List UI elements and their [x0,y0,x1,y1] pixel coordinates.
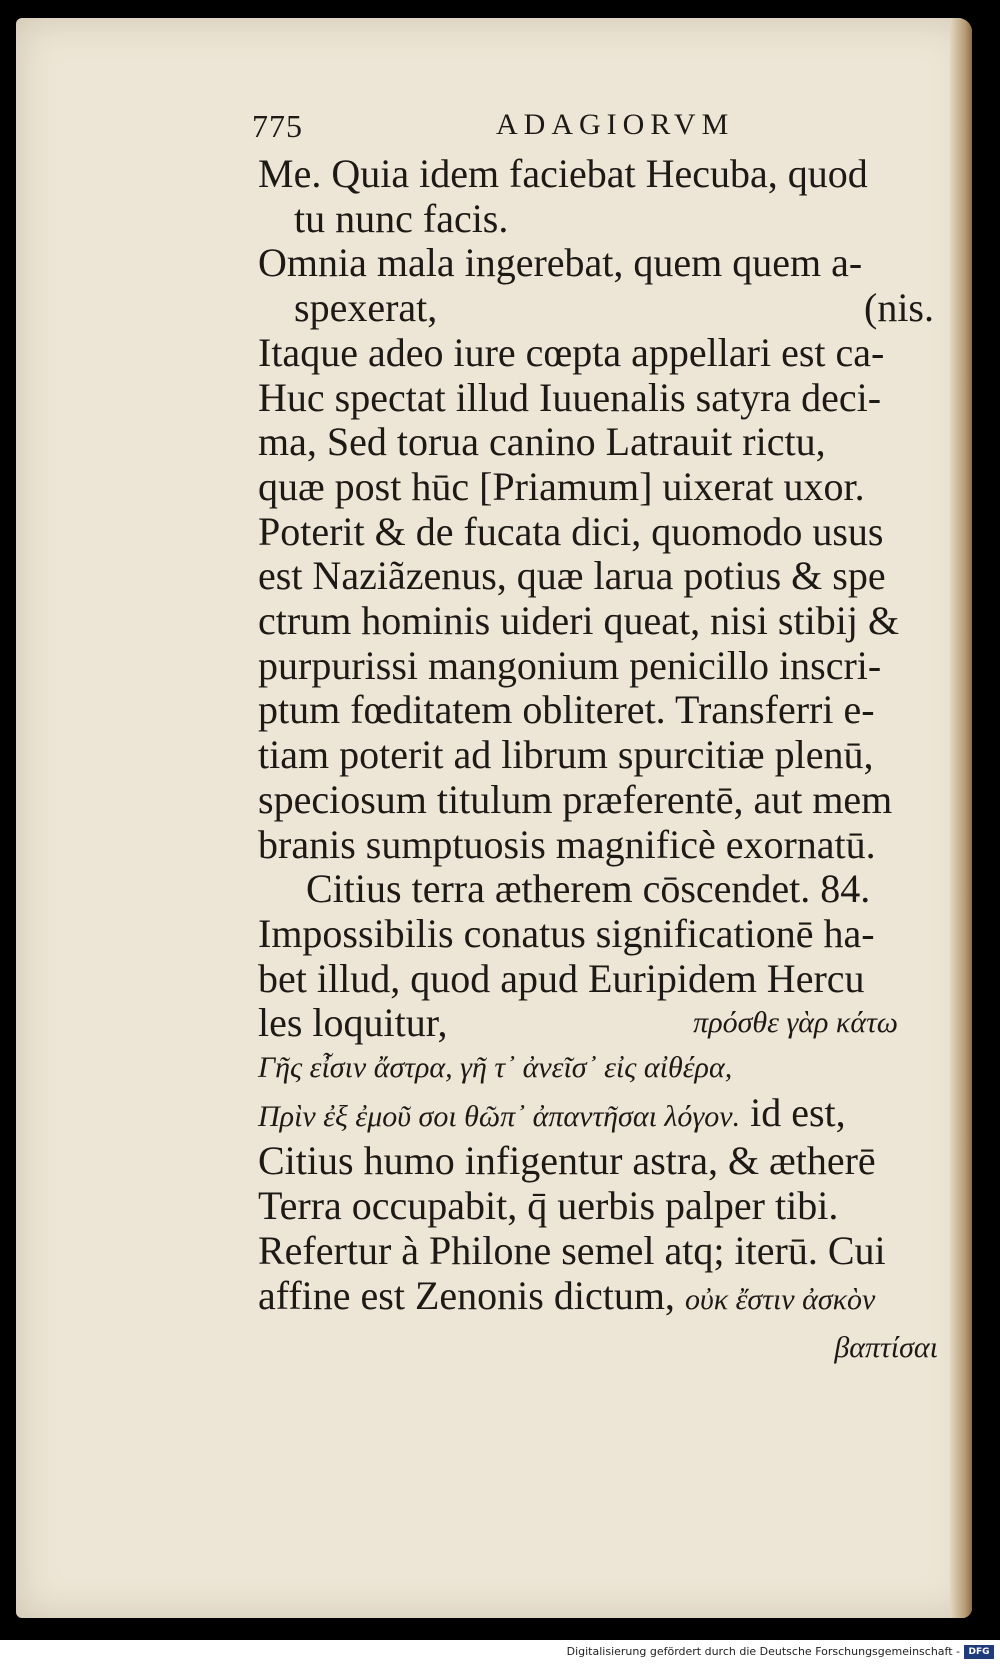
text-line: Citius humo infigentur astra, & ætherē [258,1138,876,1184]
text-line: branis sumptuosis magnificè exornatū. [258,821,876,867]
text-line: Refertur à Philone semel atq; iterū. Cui [258,1227,886,1273]
text-line: ma, Sed torua canino Latrauit rictu, [258,419,826,465]
text-line [258,1274,938,1323]
text-line: ptum fœditatem obliteret. Transferri e- [258,687,875,733]
text-fragment: spexerat, [294,285,438,331]
text-line: speciosum titulum præferentē, aut mem [258,776,893,822]
text-line: quæ post hūc [Priamum] uixerat uxor. [258,463,865,509]
text-fragment: les loquitur, [258,1000,448,1046]
greek-fragment: οὐκ ἔστιν ἀσκὸν [684,1282,876,1316]
text-line: bet illud, quod apud Euripidem Hercu [258,955,865,1001]
text-line: Huc spectat illud Iuuenalis satyra deci- [258,374,882,420]
text-line: est Naziãzenus, quæ larua potius & spe [258,553,886,599]
greek-fragment: βαπτίσαι [834,1331,938,1365]
text-line [258,1001,898,1046]
running-title: ADAGIORVM [496,108,735,141]
text-line: Me. Quia idem faciebat Hecuba, quod [258,151,868,196]
text-line: Impossibilis conatus significationē ha- [258,910,875,956]
text-line: Itaque adeo iure cœpta appellari est ca- [258,329,885,375]
page-number: 775 [252,108,303,144]
text-line [258,286,934,331]
greek-line: Γῆς εἶσιν ἄστρα, γῆ τ᾽ ἀνεῖσ᾽ εἰς αἰθέρα, [258,1051,733,1085]
greek-fragment: πρόσθε γὰρ κάτω [693,1006,898,1040]
digitization-credit: Digitalisierung gefördert durch die Deutsche Forschungsgemeinschaft - [566,1645,960,1658]
text-fragment: affine est Zenonis dictum, [258,1272,675,1318]
text-fragment: (nis. [864,285,934,331]
text-line: Terra occupabit, q̄ uerbis palper tibi. [258,1183,839,1229]
text-line: Poterit & de fucata dici, quomodo usus [258,508,884,554]
text-fragment: id est, [750,1089,846,1135]
text-line: tu nunc facis. [294,195,509,241]
page-edge [950,18,972,1618]
greek-fragment: Πρὶν ἐξ ἐμοῦ σοι θῶπ᾽ ἀπαντῆσαι λόγον. [258,1099,741,1133]
running-head [252,108,938,152]
text-line [258,1322,938,1371]
text-line: Omnia mala ingerebat, quem quem a- [258,240,863,286]
page-text [252,108,938,1371]
text-line [258,1091,938,1140]
text-line: tiam poterit ad librum spurcitiæ plenū, [258,732,874,778]
text-line: ctrum hominis uideri queat, nisi stibij & [258,598,900,644]
text-line: purpurissi mangonium penicillo inscri- [258,642,882,688]
dfg-logo: DFG [964,1645,994,1659]
adage-heading: Citius terra ætherem cōscendet. 84. [306,866,871,912]
